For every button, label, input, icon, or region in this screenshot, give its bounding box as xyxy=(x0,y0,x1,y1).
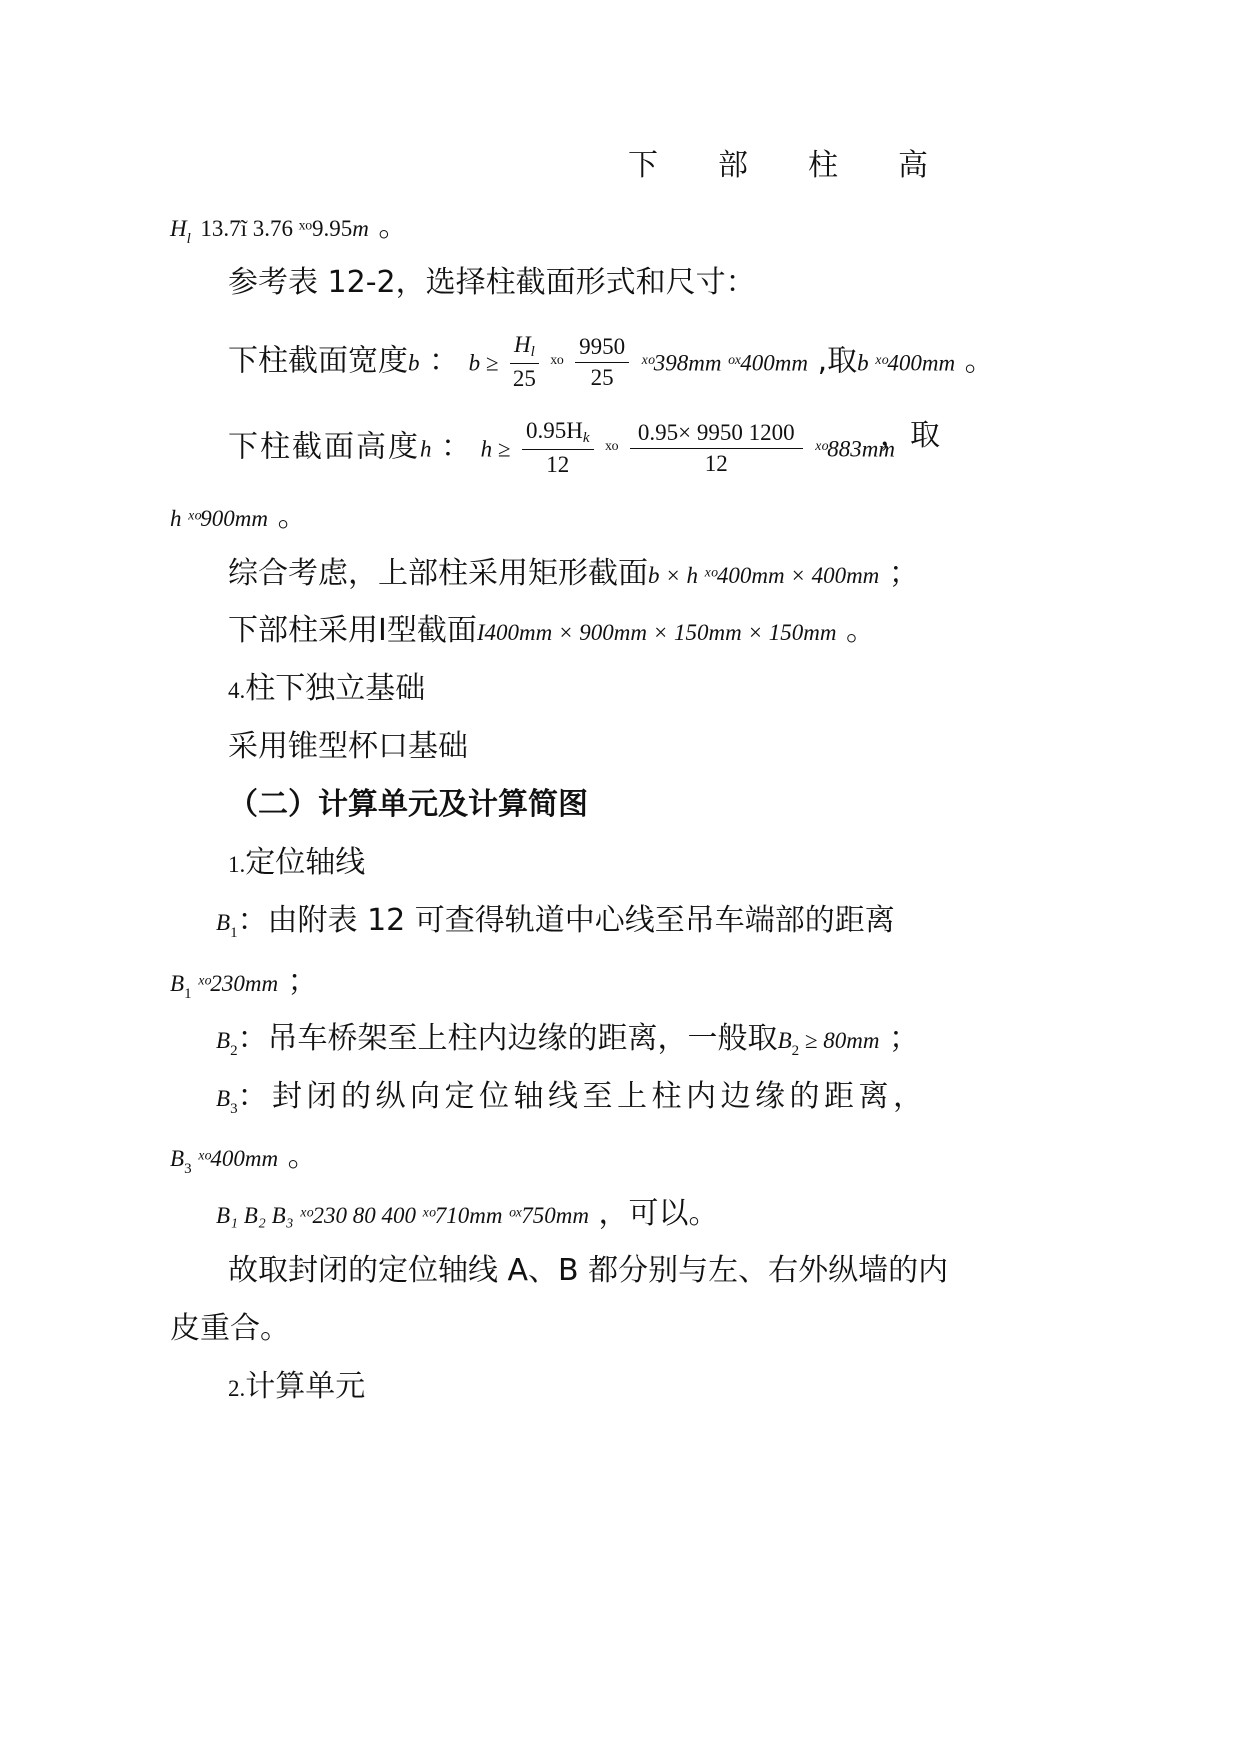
formula-hl: 13.7ĩ 3.76 ˣᵒ9.95 xyxy=(200,216,353,241)
heading-positioning-axis: 1.定位轴线 xyxy=(228,845,366,880)
formula-line-b3-400: $B_3$ ˣᵒ400mm 。 xyxy=(170,1139,318,1177)
fraction-9950-25: $\frac{9950}{25}$ xyxy=(575,332,629,393)
formula-line-sum-check: B₁ B₂ B₃ ˣᵒ230 80 400 ˣᵒ710mm ᵒˣ750mm ，可以。 xyxy=(216,1196,719,1231)
text-line-b1-definition: $B_1$：由附表 12 可查得轨道中心线至吊车端部的距离 xyxy=(216,903,895,941)
formula-line-height-h: 下柱截面高度h ： h ≥ $\frac{0.95Hk}{12}$ ˣᵒ $\frac{0.95\times 9950 1200}{12}$ ˣᵒ883mm ，取 xyxy=(228,416,940,480)
text-line-conclusion-1: 故取封闭的定位轴线 A、B 都分别与左、右外纵墙的内 xyxy=(228,1253,949,1288)
text-line-b3-definition: $B_3$：封闭的纵向定位轴线至上柱内边缘的距离， xyxy=(216,1079,928,1117)
text-line-conclusion-2: 皮重合。 xyxy=(170,1311,290,1346)
fraction-095-9950-1200-12: $\frac{0.95\times 9950 1200}{12}$ xyxy=(630,418,803,479)
text-line-upper-column-section: 综合考虑，上部柱采用矩形截面b × h ˣᵒ400mm × 400mm ； xyxy=(228,556,919,591)
formula-line-width-b: 下柱截面宽度b ： b ≥ $\frac{Hl}{25}$ ˣᵒ $\frac{9950}{25}$ ˣᵒ398mm ᵒˣ400mm ,取b ˣᵒ400mm 。 xyxy=(228,330,995,394)
heading-calculation-unit: 2.计算单元 xyxy=(228,1369,366,1404)
text-line-reference-table: 参考表 12-2，选择柱截面形式和尺寸： xyxy=(228,265,756,300)
heading-foundation: 4.柱下独立基础 xyxy=(228,671,426,706)
text-line-b2-definition: $B_2$：吊车桥架至上柱内边缘的距离，一般取$B_2 \ge 80mm$ ； xyxy=(216,1021,920,1059)
formula-line-h-900: h ˣᵒ900mm 。 xyxy=(170,499,308,534)
formula-line-b1-230: $B_1$ ˣᵒ230mm ； xyxy=(170,964,318,1002)
text-line-lower-column-section: 下部柱采用Ⅰ型截面I400mm × 900mm × 150mm × 150mm 。 xyxy=(228,613,877,648)
fraction-hl-25: $\frac{Hl}{25}$ xyxy=(510,330,539,394)
text-line-cup-foundation: 采用锥型杯口基础 xyxy=(228,729,468,764)
section-heading-calculation-unit: （二）计算单元及计算简图 xyxy=(228,787,588,822)
formula-line-hl: $H_l$ 13.7ĩ 3.76 ˣᵒ9.95m 。 xyxy=(170,209,409,247)
text-line-lower-column-height: 下 部 柱 高 xyxy=(628,148,928,183)
fraction-095hk-12: $\frac{0.95Hk}{12}$ xyxy=(522,416,594,480)
